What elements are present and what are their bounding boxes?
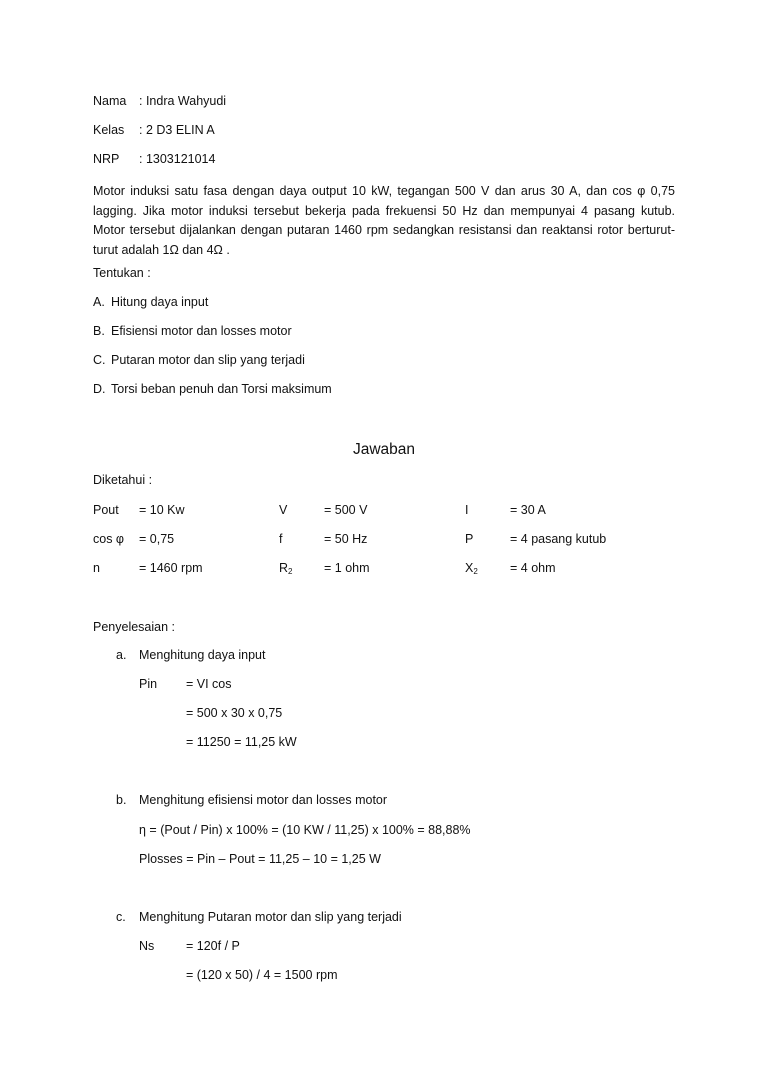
known-label-n: n [93,561,100,575]
answer-heading: Jawaban [352,441,416,458]
question-d-letter: D. [93,382,106,396]
known-value-pout: = 10 Kw [139,503,185,517]
known-value-p: = 4 pasang kutub [510,532,607,546]
question-a-text: Hitung daya input [111,295,209,309]
question-b-letter: B. [93,324,105,338]
nama-label: Nama [93,94,127,108]
known-value-r2: = 1 ohm [324,561,370,575]
question-d-text: Torsi beban penuh dan Torsi maksimum [111,382,332,396]
tentukan-label: Tentukan : [93,266,151,280]
known-label-v: V [279,503,288,517]
efficiency-line: η = (Pout / Pin) x 100% = (10 KW / 11,25) x 100% = 88,88% [139,823,471,837]
known-value-cosphi: = 0,75 [139,532,175,546]
question-c-text: Putaran motor dan slip yang terjadi [111,353,305,367]
kelas-label: Kelas [93,123,125,137]
ns-line-1: = 120f / P [186,939,240,953]
known-label-i: I [465,503,469,517]
known-label-f: f [279,532,283,546]
nama-value: : Indra Wahyudi [139,94,227,108]
question-b-text: Efisiensi motor dan losses motor [111,324,292,338]
diketahui-label: Diketahui : [93,473,153,487]
problem-paragraph: Motor induksi satu fasa dengan daya output 10 kW, tegangan 500 V dan arus 30 A, dan cos φ 0,75 lagging. Jika motor induksi tersebut bekerja pada frekuensi 50 Hz dan mempunyai 4 pasang kutub. Motor tersebut dijalankan dengan putaran 1460 rpm sedangkan resistansi dan reaktansi rotor berturut-turut adalah 1Ω dan 4Ω . [93,184,675,257]
known-label-cosphi: cos φ [93,532,125,546]
pin-line-1: = VI cos [186,677,232,691]
plosses-line: Plosses = Pin – Pout = 11,25 – 10 = 1,25 W [139,852,381,866]
nrp-label: NRP [93,152,120,166]
known-label-x2: $X_2$ [465,561,478,576]
known-label-pout: Pout [93,503,119,517]
known-value-n: = 1460 rpm [139,561,203,575]
question-c-letter: C. [93,353,106,367]
known-value-v: = 500 V [324,503,368,517]
ns-line-2: = (120 x 50) / 4 = 1500 rpm [186,968,338,982]
step-c-title: Menghitung Putaran motor dan slip yang terjadi [139,910,402,924]
ns-label: Ns [139,939,155,953]
step-a-letter: a. [116,648,127,662]
step-c-letter: c. [116,910,126,924]
question-a-letter: A. [93,295,105,309]
known-value-f: = 50 Hz [324,532,368,546]
known-label-r2: $R_2$ [279,561,293,576]
known-label-p: P [465,532,474,546]
pin-line-3: = 11250 = 11,25 kW [186,735,297,749]
pin-label: Pin [139,677,158,691]
step-b-title: Menghitung efisiensi motor dan losses motor [139,793,388,807]
step-b-letter: b. [116,793,127,807]
pin-line-2: = 500 x 30 x 0,75 [186,706,283,720]
nrp-value: : 1303121014 [139,152,216,166]
step-a-title: Menghitung daya input [139,648,266,662]
known-value-i: = 30 A [510,503,546,517]
known-value-x2: = 4 ohm [510,561,556,575]
kelas-value: : 2 D3 ELIN A [139,123,215,137]
penyelesaian-label: Penyelesaian : [93,620,176,634]
